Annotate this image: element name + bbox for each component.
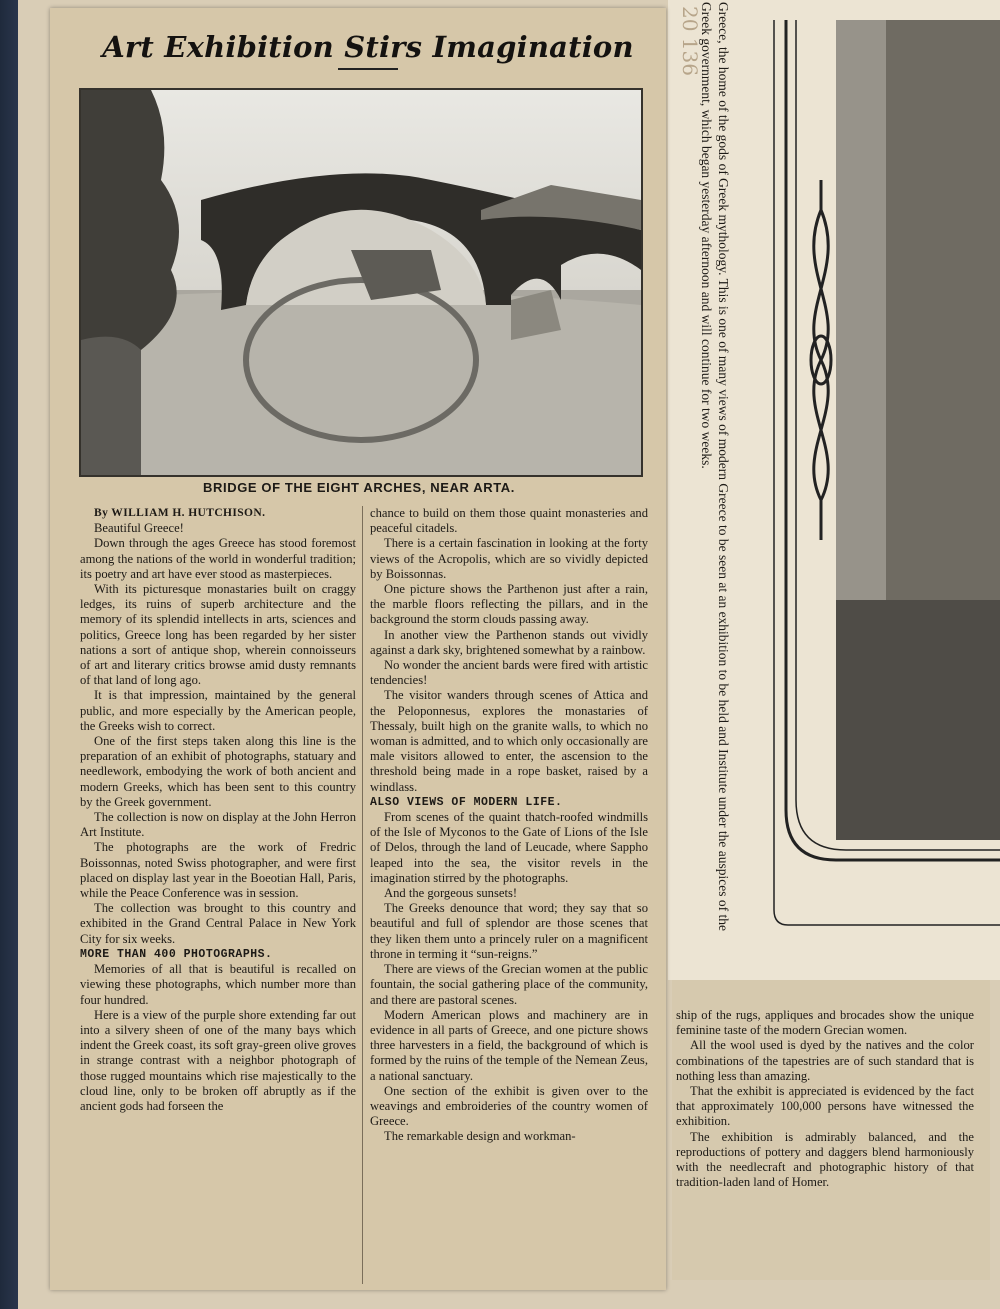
headline: Art Exhibition Stirs Imagination — [102, 30, 634, 64]
paragraph: Memories of all that is beautiful is recalled on viewing these photographs, which number more than four hundred. — [80, 962, 356, 1007]
paragraph: There are views of the Grecian women at the public fountain, the social gathering place of the community, and there are pastoral scenes. — [370, 962, 648, 1007]
photo-caption: BRIDGE OF THE EIGHT ARCHES, NEAR ARTA. — [203, 480, 515, 495]
paragraph: The collection is now on display at the John Herron Art Institute. — [80, 810, 356, 840]
paragraph: One of the first steps taken along this line is the preparation of an exhibit of photographs, statuary and needlework, embodying the work of both ancient and modern Greeks, which has been sent to this country by the Greek government. — [80, 734, 356, 809]
side-clipping — [668, 0, 1000, 980]
continuation-clipping — [672, 980, 990, 1280]
article-clipping — [50, 8, 666, 1290]
paragraph: And the gorgeous sunsets! — [384, 886, 518, 901]
paragraph: One section of the exhibit is given over to the weavings and embroideries of the country women of Greece. — [370, 1083, 648, 1129]
paragraph: In another view the Parthenon stands out vividly against a dark sky, brightened somewhat by a rainbow. — [370, 627, 648, 657]
paragraph: chance to build on them those quaint monasteries and peaceful citadels. — [370, 506, 648, 536]
paragraph: Here is a view of the purple shore extending far out into a silvery sheen of one of the many bays which indent the Greek coast, its soft gray-green olive groves in strange contrast with a neighbor photograph of those rugged mountains which rise majestically to the cloud line, only to be broken off abruptly as if the ancient gods had forseen the — [80, 1007, 356, 1113]
paragraph: With its picturesque monastaries built on craggy ledges, its ruins of superb architecture and the memory of its splendid intellects in arts, sciences and politics, Greece long has been regarded by her sister nations a sort of antique shop, wherein connoisseurs of art and literary critics browse amid dusty remnants of that land of long ago. — [80, 582, 356, 688]
bridge-photo — [79, 88, 643, 477]
paragraph: The Greeks denounce that word; they say that so beautiful and full of splendor are those scenes that they liken them unto a princely ruler on a magnificent throne in terming it “sun-reigns.” — [370, 901, 648, 961]
paragraph: One picture shows the Parthenon just after a rain, the marble floors reflecting the pillars, and in the background the storm clouds passing away. — [370, 582, 648, 627]
byline: By WILLIAM H. HUTCHISON. — [94, 507, 266, 519]
paragraph: ship of the rugs, appliques and brocades show the unique feminine taste of the modern Grecian women. — [676, 1008, 974, 1038]
paragraph: The collection was brought to this country and exhibited in the Grand Central Palace in New York City for six weeks. — [80, 901, 356, 946]
paragraph: There is a certain fascination in looking at the forty views of the Acropolis, which are so vividly depicted by Boissonnas. — [370, 536, 648, 581]
handwritten-note: 20 136 — [678, 6, 702, 76]
column-rule — [362, 506, 363, 1284]
paragraph: The photographs are the work of Fredric Boissonnas, noted Swiss photographer, and were first placed on display last year in the Boeotian Hall, Paris, while the Peace Conference was in session. — [80, 840, 356, 901]
paragraph: All the wool used is dyed by the natives and the color combinations of the tapestries are of such standard that is nothing less than amazing. — [676, 1038, 974, 1083]
column-3 — [676, 1008, 974, 1190]
paragraph: The visitor wanders through scenes of Attica and the Peloponnesus, explores the monastaries of Thessaly, built high on the granite walls, to which no woman is admitted, and to which only occasionally are male visitors allowed to enter, the ascension to the threshold being made in a rope basket, raised by a windlass. — [370, 688, 648, 794]
side-caption: Greece, the home of the gods of Greek mythology. This is one of many views of modern Greece to be seen at an exhibition to be held and Institute under the auspices of the Greek government, which began yesterday afternoon and will continue for two weeks. — [699, 2, 731, 931]
paragraph: From scenes of the quaint thatch-roofed windmills of the Isle of Myconos to the Gate of Lions of the Isle of Delos, through the land of Leucade, where Sappho leaped into the sea, the visitor revels in the imagination stirred by the photographs. — [370, 810, 648, 885]
column-1 — [80, 506, 356, 1114]
column-2 — [370, 506, 648, 1145]
subheading: MORE THAN 400 PHOTOGRAPHS. — [80, 947, 273, 961]
headline-rule — [338, 68, 398, 70]
ornamental-border-image — [726, 0, 1000, 970]
paragraph: Down through the ages Greece has stood foremost among the nations of the world in wonderful tradition; its poetry and art have ever stood as masterpieces. — [80, 536, 356, 581]
paragraph: The remarkable design and workman- — [384, 1129, 576, 1144]
paragraph: Modern American plows and machinery are in evidence in all parts of Greece, and one picture shows three harvesters in a field, the background of which is formed by the ruins of the temple of the Nemean Zeus, a national sanctuary. — [370, 1007, 648, 1083]
paragraph: That the exhibit is appreciated is evidenced by the fact that approximately 100,000 persons have witnessed the exhibition. — [676, 1084, 974, 1129]
paragraph: It is that impression, maintained by the general public, and more especially by the American people, the Greeks wish to correct. — [80, 688, 356, 733]
subheading: ALSO VIEWS OF MODERN LIFE. — [370, 795, 563, 809]
paragraph: Beautiful Greece! — [94, 521, 184, 536]
paragraph: The exhibition is admirably balanced, and the reproductions of pottery and daggers blend harmoniously with the needlecraft and photographic history of that tradition-laden land of Homer. — [676, 1129, 974, 1190]
paragraph: No wonder the ancient bards were fired with artistic tendencies! — [370, 658, 648, 688]
